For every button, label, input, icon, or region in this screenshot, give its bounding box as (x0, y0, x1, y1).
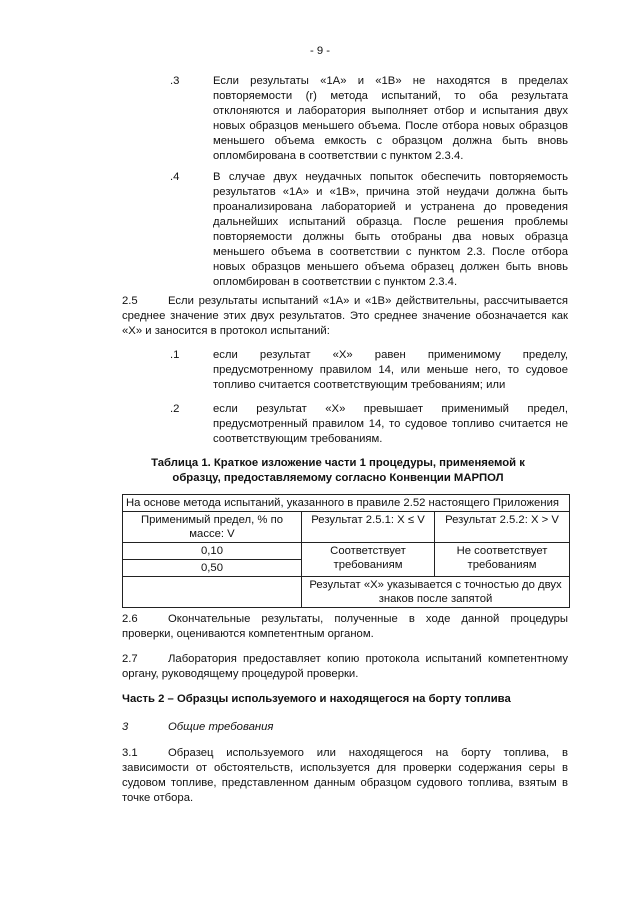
limit-value-2: 0,50 (123, 560, 302, 577)
not-complies-cell: Не соответствует требованиям (435, 543, 570, 577)
empty-cell (123, 577, 302, 608)
part-2-heading: Часть 2 – Образцы используемого и находящегося на борту топлива (122, 693, 511, 705)
col-limit-header: Применимый предел, % по массе: V (123, 512, 302, 543)
item-4-text: В случае двух неудачных попыток обеспечить повторяемость результатов «1A» и «1B», причина этой неудачи должна быть проанализирована лабораторией и устранена до проведения дальнейших испытаний образца. После решения проблемы повторяемости должны быть отобраны два новых образца меньшего объема в соответствии с пунктом 2.3. После отбора новых образцов меньшего объема образец должен быть вновь опломбирован в соответствии с пунктом 2.3.4. (213, 171, 568, 288)
para-2-6-text: Окончательные результаты, полученные в ходе данной процедуры проверки, оцениваются компетентным органом. (122, 613, 568, 640)
col-result-le-header: Результат 2.5.1: X ≤ V (302, 512, 435, 543)
table-title: Таблица 1. Краткое изложение части 1 процедуры, применяемой к образцу, предоставляемому согласно Конвенции МАРПОЛ (151, 457, 525, 484)
item-4-number: .4 (170, 171, 180, 183)
sub-2-number: .2 (170, 403, 180, 415)
para-2-5-text: Если результаты испытаний «1A» и «1B» действительны, рассчитывается среднее значение этих двух результатов. Это среднее значение обозначается как «X» и заносится в протокол испытаний: (122, 295, 568, 337)
complies-cell: Соответствует требованиям (302, 543, 435, 577)
section-3-number: 3 (122, 721, 129, 733)
para-2-6-number: 2.6 (122, 613, 138, 625)
para-2-7-number: 2.7 (122, 653, 138, 665)
page-number: - 9 - (309, 45, 331, 57)
col-result-gt-header: Результат 2.5.2: X > V (435, 512, 570, 543)
item-3-text: Если результаты «1A» и «1B» не находятся в пределах повторяемости (r) метода испытаний, то оба результата отклоняются и лаборатория выполняет отбор и испытания двух новых образцов меньшего объема. После отбора новых образцов меньшего объема емкость с образцом должна быть вновь опломбирована в соответствии с пунктом 2.3.4. (213, 75, 568, 162)
precision-note-cell: Результат «X» указывается с точностью до двух знаков после запятой (302, 577, 570, 608)
para-3-1-number: 3.1 (122, 747, 138, 759)
sub-1-text: если результат «X» равен применимому пределу, предусмотренному правилом 14, или меньше него, то судовое топливо считается соответствующим требованиям; или (213, 349, 568, 391)
para-2-7-text: Лаборатория предоставляет копию протокола испытаний компетентному органу, руководящему процедурой проверки. (122, 653, 568, 680)
table-header: На основе метода испытаний, указанного в правиле 2.52 настоящего Приложения (123, 495, 570, 512)
summary-table (122, 494, 570, 608)
para-2-5-number: 2.5 (122, 295, 138, 307)
limit-value-1: 0,10 (123, 543, 302, 560)
item-3-number: .3 (170, 75, 180, 87)
sub-2-text: если результат «X» превышает применимый предел, предусмотренный правилом 14, то судовое топливо считается не соответствующим требованиям. (213, 403, 568, 445)
sub-1-number: .1 (170, 349, 180, 361)
para-3-1-text: Образец используемого или находящегося на борту топлива, в зависимости от обстоятельств, используется для проверки содержания серы в судовом топливе, представленном данным образцом судового топлива, взятым в точке отбора. (122, 747, 568, 804)
section-3-title: Общие требования (168, 721, 274, 733)
